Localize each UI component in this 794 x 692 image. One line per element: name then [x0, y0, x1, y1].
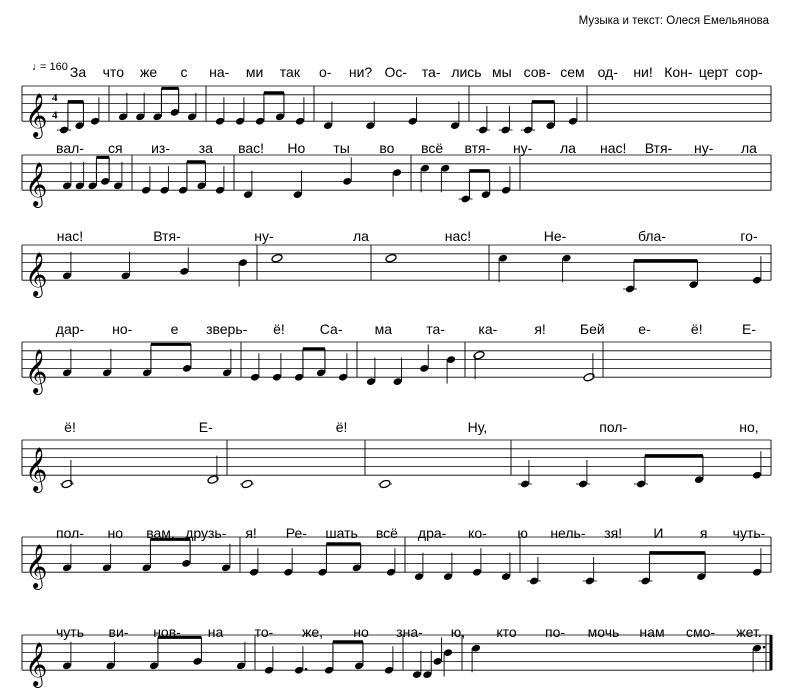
treble-clef-icon: 𝄞 [25, 544, 48, 589]
staff-system [22, 64, 771, 139]
lyric-syllable: по- [544, 624, 566, 640]
lyric-syllable: ма [374, 321, 393, 337]
lyric-syllable: что [102, 64, 124, 80]
dot [305, 668, 308, 671]
lyric-syllable: но, [739, 419, 759, 435]
lyric-syllable: вал- [56, 140, 84, 156]
lyric-syllable: но [353, 624, 369, 640]
lyric-syllable: нель- [550, 525, 586, 541]
lyric-syllable: Е- [742, 321, 756, 337]
lyric-syllable: Ос- [384, 64, 408, 80]
lyric-syllable: е- [638, 321, 651, 337]
treble-clef-icon: 𝄞 [25, 93, 48, 138]
lyric-syllable: нас! [444, 228, 472, 244]
dot [763, 646, 766, 649]
note-head [271, 253, 283, 263]
lyric-syllable: на- [209, 64, 230, 80]
lyric-syllable: вам, [146, 525, 175, 541]
lyric-syllable: та- [426, 321, 445, 337]
lyric-syllable: втя- [464, 140, 491, 156]
lyric-syllable: ты [333, 140, 350, 156]
lyric-syllable: сов- [523, 64, 551, 80]
lyric-syllable: Не- [543, 228, 567, 244]
lyric-syllable: дра- [417, 525, 447, 541]
composer-credit: Музыка и текст: Олеся Емельянова [578, 15, 769, 27]
lyric-syllable: я [699, 525, 708, 541]
lyric-syllable: я! [245, 525, 257, 541]
lyric-syllable: Кон- [664, 64, 693, 80]
lyric-syllable: И [653, 525, 664, 541]
lyric-syllable: так [279, 64, 300, 80]
lyric-syllable: ну- [512, 140, 533, 156]
lyric-syllable: Втя- [153, 228, 181, 244]
lyric-syllable: нас! [56, 228, 84, 244]
lyric-syllable: За [69, 64, 87, 80]
lyric-syllable: с [180, 64, 188, 80]
lyric-syllable: чуть- [732, 525, 766, 541]
lyric-syllable: шать [325, 525, 358, 541]
note-head [379, 479, 391, 489]
lyric-syllable: ви- [108, 624, 129, 640]
lyric-syllable: Бей [579, 321, 605, 337]
note-head [385, 253, 397, 263]
lyric-syllable: нам [639, 624, 665, 640]
lyric-syllable: зя! [604, 525, 623, 541]
lyric-syllable: нас! [599, 140, 627, 156]
lyric-syllable: чуть [56, 624, 84, 640]
time-signature-bottom: 4 [52, 109, 58, 122]
lyric-syllable: то- [254, 624, 274, 640]
treble-clef-icon: 𝄞 [25, 349, 48, 394]
lyric-syllable: ла [741, 140, 757, 156]
lyric-syllable: но [107, 525, 124, 541]
score-systems [22, 64, 771, 688]
tempo-note-icon: ♩ [32, 61, 43, 73]
lyric-syllable: бла- [637, 228, 667, 244]
lyric-syllable: ё! [273, 321, 285, 337]
lyric-syllable: ну- [694, 140, 714, 156]
lyric-syllable: ко- [468, 525, 487, 541]
lyric-syllable: всё [421, 140, 444, 156]
lyric-syllable: сор- [735, 64, 763, 80]
lyric-syllable: церт [698, 64, 729, 80]
lyric-syllable: е [170, 321, 179, 337]
lyric-syllable: ся [107, 140, 123, 156]
time-signature-top: 4 [52, 91, 58, 104]
lyric-syllable: ю [517, 525, 528, 541]
treble-clef-icon: 𝄞 [25, 447, 48, 492]
lyric-syllable: Ре- [285, 525, 307, 541]
lyric-syllable: жет. [736, 624, 762, 640]
lyric-syllable: сем [560, 64, 585, 80]
lyric-syllable: но- [112, 321, 133, 337]
lyric-syllable: же, [301, 624, 324, 640]
staff-system [22, 525, 771, 590]
lyric-syllable: во [379, 140, 395, 156]
treble-clef-icon: 𝄞 [25, 252, 48, 297]
lyric-syllable: ю, [450, 624, 466, 640]
staff-system [22, 140, 771, 208]
staff-system [22, 321, 771, 395]
lyric-syllable: же [140, 64, 158, 80]
lyric-syllable: ка- [478, 321, 498, 337]
lyric-syllable: пол- [599, 419, 628, 435]
lyric-syllable: зна- [396, 624, 423, 640]
lyric-syllable: Са- [319, 321, 343, 337]
lyric-syllable: мочь [587, 624, 620, 640]
staff-system [22, 228, 771, 298]
lyric-syllable: дар- [55, 321, 85, 337]
lyric-syllable: мы [491, 64, 512, 80]
lyric-syllable: ми [245, 64, 264, 80]
lyric-syllable: ла [353, 228, 369, 244]
lyric-syllable: из- [151, 140, 170, 156]
lyric-syllable: смо- [685, 624, 716, 640]
lyric-syllable: Но [287, 140, 306, 156]
lyric-syllable: Втя- [644, 140, 673, 156]
lyric-syllable: зверь- [206, 321, 248, 337]
lyric-syllable: ла [559, 140, 576, 156]
lyric-syllable: вас! [238, 140, 265, 156]
lyric-syllable: о- [318, 64, 332, 80]
lyric-syllable: Е- [198, 419, 213, 435]
lyric-syllable: ё! [690, 321, 703, 337]
tempo-marking: = 160 [40, 61, 68, 73]
lyric-syllable: ни! [633, 64, 653, 80]
lyric-syllable: за [198, 140, 213, 156]
lyric-syllable: на [207, 624, 224, 640]
lyric-syllable: ё! [64, 419, 76, 435]
note-head [241, 479, 253, 489]
lyric-syllable: ну- [254, 228, 274, 244]
lyric-syllable: ни? [348, 64, 373, 80]
staff-system [22, 624, 771, 688]
treble-clef-icon: 𝄞 [25, 642, 48, 687]
treble-clef-icon: 𝄞 [25, 162, 48, 207]
lyric-syllable: од- [597, 64, 618, 80]
lyric-syllable: Ну, [467, 419, 488, 435]
lyric-syllable: нов- [153, 624, 181, 640]
lyric-syllable: кто [496, 624, 517, 640]
lyric-syllable: пол- [56, 525, 84, 541]
lyric-syllable: лись [451, 64, 482, 80]
lyric-syllable: друзь- [185, 525, 227, 541]
lyric-syllable: всё [375, 525, 398, 541]
lyric-syllable: ё! [335, 419, 348, 435]
lyric-syllable: та- [421, 64, 441, 80]
lyric-syllable: го- [740, 228, 758, 244]
lyric-syllable: я! [534, 321, 546, 337]
staff-system [22, 419, 771, 493]
